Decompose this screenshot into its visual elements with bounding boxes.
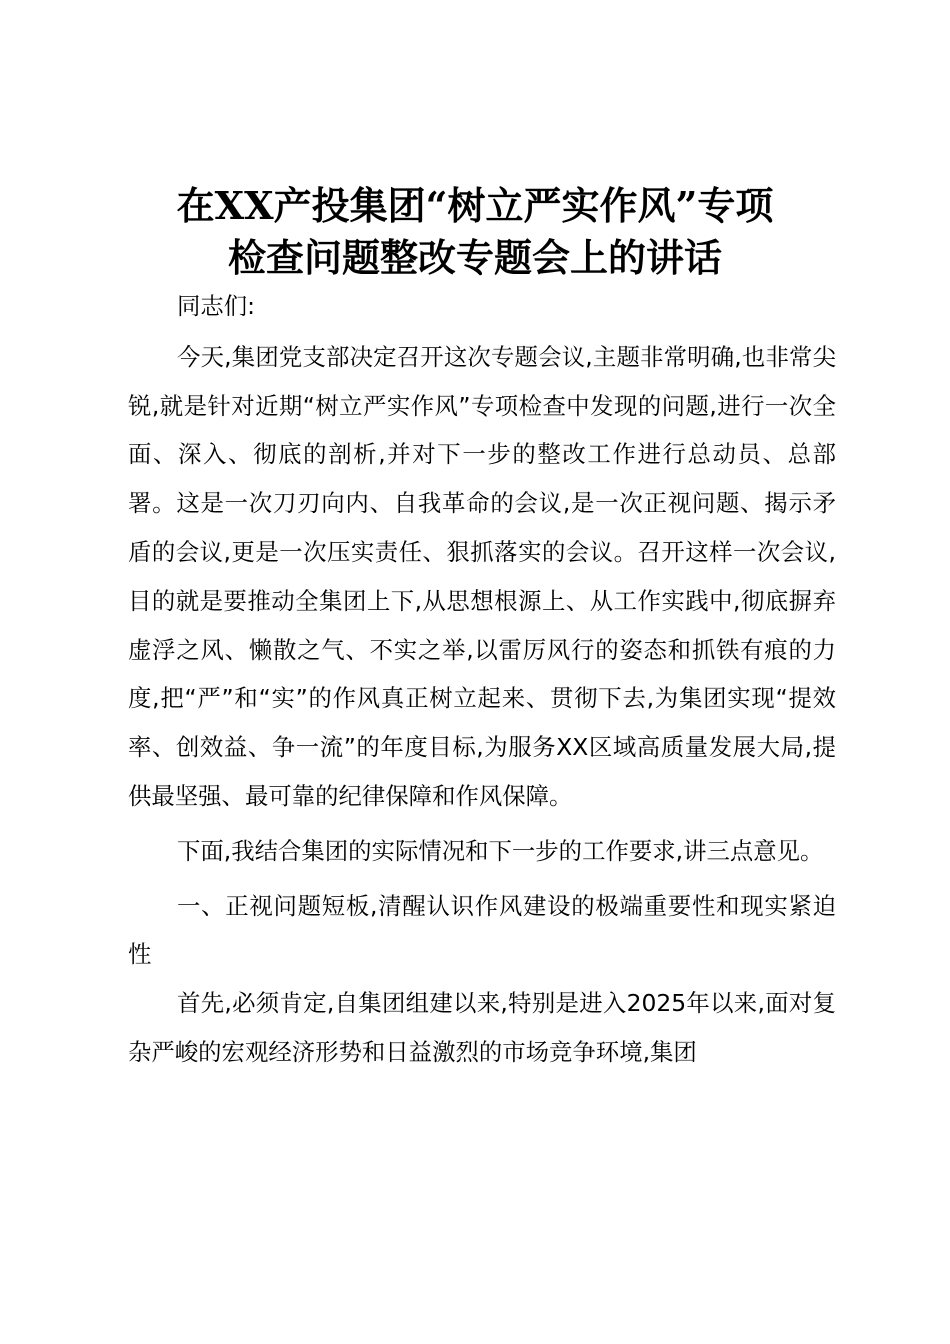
title-line-2: 检查问题整改专题会上的讲话 (227, 235, 722, 280)
title-line-1: 在XX产投集团“树立严实作风”专项 (176, 183, 774, 228)
document-title (118, 180, 832, 284)
section-heading-1: 一、正视问题短板,清醒认识作风建设的极端重要性和现实紧迫性 (128, 891, 836, 969)
paragraph-outline: 下面,我结合集团的实际情况和下一步的工作要求,讲三点意见。 (177, 836, 824, 865)
paragraph-section-1-start: 首先,必须肯定,自集团组建以来,特别是进入2025年以来,面对复杂严峻的宏观经济形势和日益激烈的市场竞争环境,集团 (128, 989, 836, 1066)
document-body (128, 282, 836, 1077)
paragraph-opening: 今天,集团党支部决定召开这次专题会议,主题非常明确,也非常尖锐,就是针对近期“树立严实作风”专项检查中发现的问题,进行一次全面、深入、彻底的剖析,并对下一步的整改工作进行总动员、总部署。这是一次刀刃向内、自我革命的会议,是一次正视问题、揭示矛盾的会议,更是一次压实责任、狠抓落实的会议。召开这样一次会议,目的就是要推动全集团上下,从思想根源上、从工作实践中,彻底摒弃虚浮之风、懒散之气、不实之举,以雷厉风行的姿态和抓铁有痕的力度,把“严”和“实”的作风真正树立起来、贯彻下去,为集团实现“提效率、创效益、争一流”的年度目标,为服务XX区域高质量发展大局,提供最坚强、最可靠的纪律保障和作风保障。 (128, 342, 836, 810)
salutation: 同志们: (177, 292, 256, 320)
